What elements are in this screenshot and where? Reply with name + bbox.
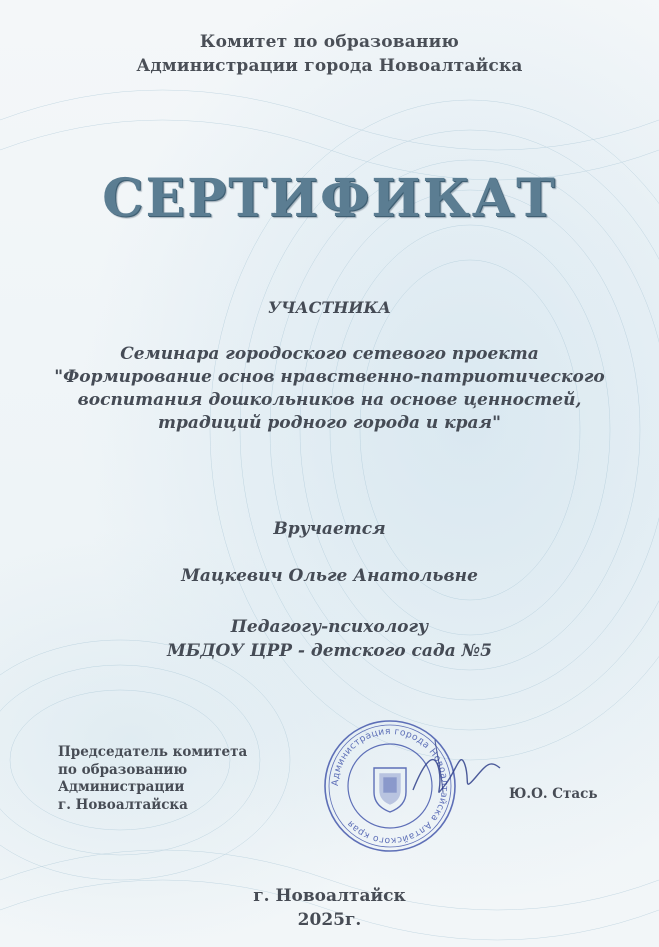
- signatory-line-4: г. Новоалтайска: [58, 796, 188, 813]
- signatory-title: [58, 744, 247, 814]
- stamp-ring-text: Администрация города Новоалтайска Алтайского края: [329, 725, 451, 847]
- signatory-line-2: по образованию: [58, 761, 188, 778]
- position-line-1: Педагогу-психологу: [230, 617, 429, 637]
- signatory-name: Ю.О. Стась: [509, 786, 598, 802]
- coat-of-arms-icon: [374, 768, 406, 812]
- issuer-line-1: Комитет по образованию: [199, 32, 460, 52]
- handwritten-signature: [405, 730, 505, 810]
- issuer-line-2: Администрации города Новоалтайска: [136, 56, 523, 76]
- footer: [0, 884, 659, 932]
- recipient-name: Мацкевич Ольге Анатольвне: [181, 566, 478, 586]
- signatory-line-3: Администрации: [58, 779, 185, 795]
- recipient-position: [0, 615, 659, 663]
- position-line-2: МБДОУ ЦРР - детского сада №5: [167, 641, 492, 661]
- footer-year: 2025г.: [297, 910, 362, 930]
- seminar-line-3: воспитания дошкольников на основе ценностей,: [77, 390, 582, 410]
- issuer-header: [0, 30, 659, 78]
- seminar-line-1: Семинара городоского сетевого проекта: [120, 344, 539, 364]
- footer-city: г. Новоалтайск: [253, 886, 406, 906]
- participant-label: УЧАСТНИКА: [267, 298, 392, 317]
- seminar-line-4: традиций родного города и края": [158, 413, 501, 433]
- awarded-label: Вручается: [273, 519, 386, 539]
- seminar-line-2: "Формирование основ нравственно-патриотического: [54, 367, 605, 387]
- signatory-line-1: Председатель комитета: [58, 744, 248, 760]
- seminar-description: [0, 343, 659, 435]
- certificate-title: СЕРТИФИКАТ: [102, 168, 557, 229]
